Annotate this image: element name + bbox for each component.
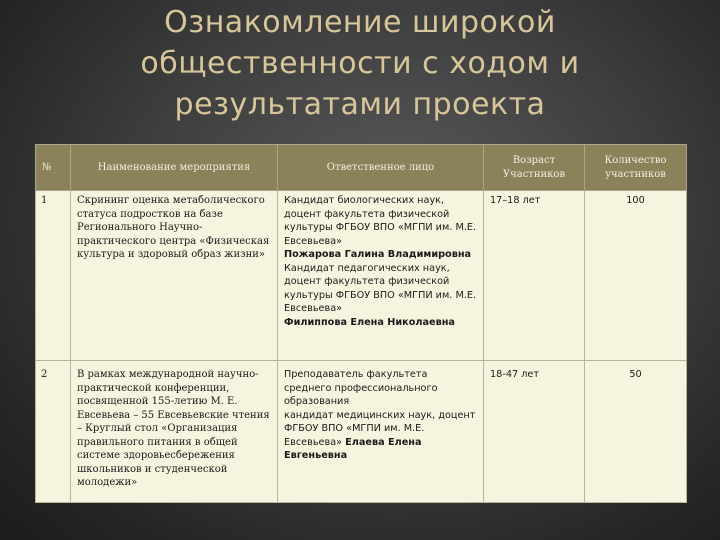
slide-title-line-1: Ознакомление широкой (164, 5, 556, 40)
responsible-name: Елаева Елена Евгеньевна (284, 436, 422, 461)
row-age: 18-47 лет (484, 361, 585, 503)
row-count: 100 (585, 191, 687, 361)
slide-title-line-2: общественности с ходом и (140, 46, 580, 81)
header-responsible: Ответственное лицо (278, 145, 484, 191)
responsible-name: Филиппова Елена Николаевна (284, 316, 455, 328)
row-number: 1 (36, 191, 71, 361)
responsible-name: Пожарова Галина Владимировна (284, 249, 472, 260)
row-count: 50 (585, 361, 687, 503)
row-responsible (278, 191, 484, 361)
row-responsible (278, 361, 484, 503)
responsible-title: Преподаватель факультета среднего профессионального образования (284, 369, 438, 407)
row-number: 2 (36, 361, 71, 503)
header-age: Возраст Участников (484, 145, 585, 191)
table-row (36, 361, 687, 503)
header-number: № (36, 145, 71, 191)
events-table (35, 144, 687, 503)
header-count: Количество участников (585, 145, 687, 191)
row-age: 17–18 лет (484, 191, 585, 361)
responsible-title: Кандидат биологических наук, доцент факультета физической культуры ФГБОУ ВПО «МГПИ им. М.Е. Евсевьева» (284, 195, 477, 247)
responsible-title: Кандидат педагогических наук, доцент факультета физической культуры ФГБОУ ВПО «МГПИ им. М.Е. Евсевьева» (284, 262, 477, 314)
row-event-name: В рамках международной научно-практической конференции, посвященной 155-летию М. Е. Евсевьева – 55 Евсевьевские чтения – Круглый стол «Организация правильного питания в общей системе здоровьесбережения школьников и студенческой молодежи» (71, 361, 278, 503)
row-event-name: Скрининг оценка метаболического статуса подростков на базе Регионального Научно-практического центра «Физическая культура и здоровый образ жизни» (71, 191, 278, 361)
slide-title-line-3: результатами проекта (174, 87, 546, 122)
header-event-name: Наименование мероприятия (71, 145, 278, 191)
table-header-row (36, 145, 687, 191)
responsible-title: кандидат медицинских наук, доцент ФГБОУ ВПО «МГПИ им. М.Е. Евсевьева» (284, 409, 476, 448)
table-row (36, 191, 687, 361)
slide-title (0, 2, 720, 125)
